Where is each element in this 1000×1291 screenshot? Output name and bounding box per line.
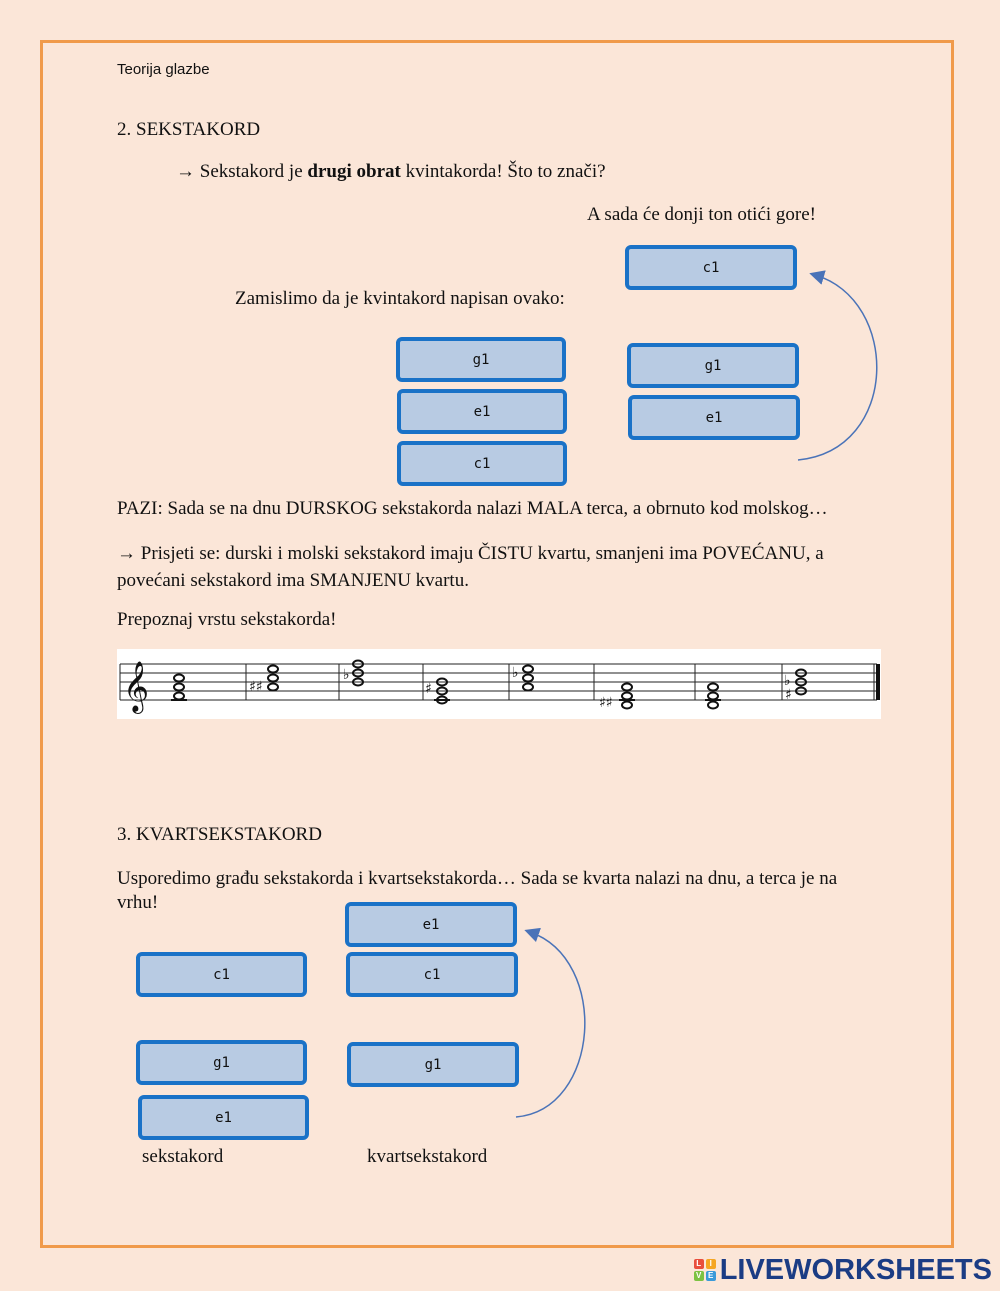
note-box-sekst-middle: g1 [136,1040,307,1085]
music-staff [117,649,881,719]
note-box-sekst-bottom: e1 [138,1095,309,1140]
liveworksheets-logo[interactable] [694,1255,992,1285]
exercise-text: Prepoznaj vrstu sekstakorda! [117,609,337,630]
accidental-4: ♯ [425,681,432,697]
accidental-2: ♯♯ [249,679,263,695]
right-arrow-icon: → [176,161,195,182]
section-3-title: 3. KVARTSEKSTAKORD [117,824,322,845]
logo-squares-icon: L I V E [694,1259,716,1281]
note-text: PAZI: Sada se na dnu DURSKOG sekstakorda nalazi MALA terca, a obrnuto kod molskog… [117,498,828,519]
note-box-right-bottom: e1 [628,395,800,440]
accidental-5: ♭ [512,665,519,681]
recall-line-2: povećani sekstakord ima SMANJENU kvartu. [117,570,469,591]
note-box-left-top: g1 [396,337,566,382]
chord-notes [171,661,806,709]
note-box-kvart-middle: c1 [346,952,518,997]
note-box-right-middle: g1 [627,343,799,388]
label-kvartsekstakord: kvartsekstakord [367,1146,488,1167]
accidental-7: ♯ [785,687,792,703]
intro-text-post: kvintakorda! Što to znači? [400,161,606,182]
compare-line-1: Usporedimo građu sekstakorda i kvartsekstakorda… Sada se kvarta nalazi na dnu, a terca je na [117,868,838,889]
right-arrow-icon: → [117,543,136,564]
intro-text-pre: Sekstakord je [199,161,308,182]
recall-text [117,540,824,594]
imagine-text: Zamislimo da je kvintakord napisan ovako: [235,288,565,309]
compare-line-2: vrhu! [117,892,159,913]
note-box-right-top: c1 [625,245,797,290]
note-box-left-bottom: c1 [397,441,567,486]
note-box-kvart-bottom: g1 [347,1042,519,1087]
staff-svg [117,649,881,719]
logo-text: LIVEWORKSHEETS [719,1253,992,1286]
note-box-kvart-top: e1 [345,902,517,947]
move-up-text: A sada će donji ton otići gore! [587,204,816,225]
note-box-left-middle: e1 [397,389,567,434]
accidental-3: ♭ [343,667,350,683]
recall-line-1: Prisjeti se: durski i molski sekstakord imaju ČISTU kvartu, smanjeni ima POVEĆANU, a [140,543,824,564]
section-2-title: 2. SEKSTAKORD [117,119,261,140]
subject-header: Teorija glazbe [117,61,210,78]
intro-text-bold: drugi obrat [307,161,401,182]
note-box-sekst-top: c1 [136,952,307,997]
accidental-6: ♯♯ [599,695,613,711]
treble-clef-icon: 𝄞 [123,661,150,712]
accidental-8: ♭ [784,673,791,689]
label-sekstakord: sekstakord [142,1146,224,1167]
